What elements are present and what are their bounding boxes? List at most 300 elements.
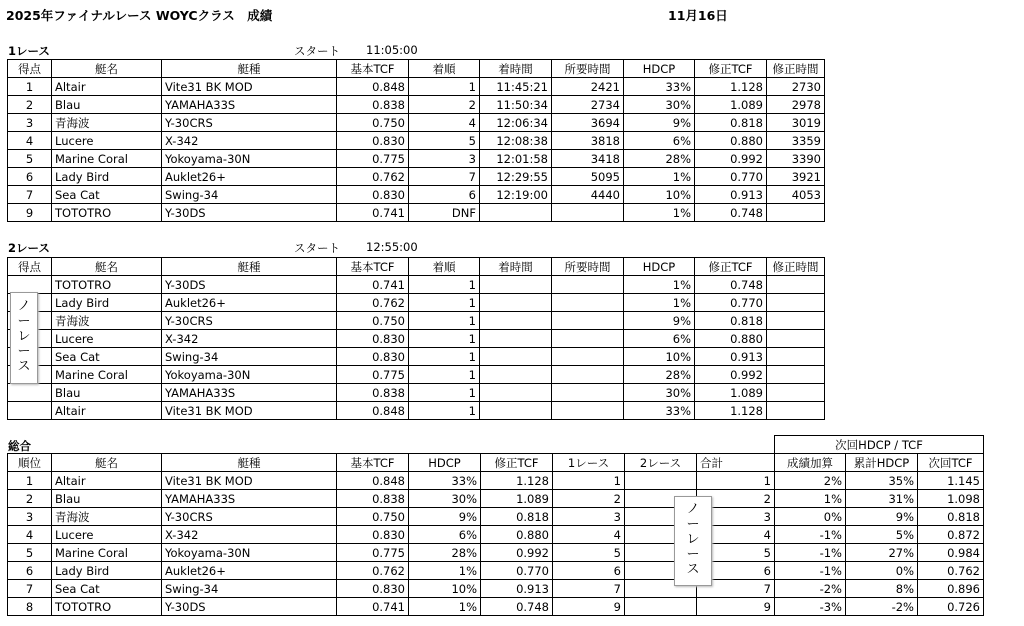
cell-finish-order: 5 [409,132,480,150]
cell-finish-order: 6 [409,186,480,204]
header-finish-order: 着順 [409,60,480,78]
cell-cumulative-hdcp: 0% [846,562,918,580]
cell-score: 6 [8,168,52,186]
cell-elapsed-time [552,402,624,420]
header-race1: 1レース [553,454,625,472]
cell-hdcp: 1% [624,276,695,294]
cell-finish-time [480,294,552,312]
header-elapsed-time: 所要時間 [552,258,624,276]
cell-corrected-time: 3390 [767,150,825,168]
cell-base-tcf: 0.848 [337,78,409,96]
header-boat-type: 艇種 [162,258,337,276]
cell-elapsed-time [552,204,624,222]
table-row [8,598,984,616]
cell-boat-name: TOTOTRO [52,598,162,616]
cell-finish-order: 4 [409,114,480,132]
cell-boat-type: Auklet26+ [162,168,337,186]
cell-next-tcf: 0.984 [918,544,984,562]
overall-table [7,435,984,616]
table-row [8,96,825,114]
cell-corrected-time: 3359 [767,132,825,150]
cell-hdcp: 6% [409,526,481,544]
cell-boat-type: Yokoyama-30N [162,366,337,384]
cell-base-tcf: 0.830 [337,330,409,348]
table-row [8,472,984,490]
cell-finish-order: 1 [409,366,480,384]
cell-boat-type: Yokoyama-30N [162,150,337,168]
cell-finish-time [480,366,552,384]
cell-base-tcf: 0.830 [337,526,409,544]
table-row [8,114,825,132]
race-date: 11月16日 [668,8,728,23]
table-row [8,294,825,312]
cell-corrected-tcf: 1.128 [695,402,767,420]
cell-corrected-tcf: 0.992 [695,150,767,168]
cell-finish-time: 12:29:55 [480,168,552,186]
cell-finish-time [480,348,552,366]
cell-boat-type: Y-30DS [162,598,337,616]
cell-elapsed-time [552,366,624,384]
cell-boat-type: Auklet26+ [162,562,337,580]
cell-rank: 2 [8,490,52,508]
header-total: 合計 [697,454,775,472]
header-row [8,454,984,472]
cell-corrected-tcf: 1.089 [695,384,767,402]
cell-finish-order: 1 [409,294,480,312]
cell-boat-name: Lucere [52,526,162,544]
cell-cumulative-hdcp: -2% [846,598,918,616]
cell-corrected-tcf: 0.818 [695,312,767,330]
cell-boat-type: Y-30CRS [162,312,337,330]
header-row [8,258,825,276]
cell-boat-name: 青海波 [52,114,162,132]
cell-elapsed-time [552,348,624,366]
header-race2: 2レース [625,454,697,472]
cell-finish-order: 1 [409,402,480,420]
header-elapsed-time: 所要時間 [552,60,624,78]
cell-hdcp: 6% [624,132,695,150]
cell-finish-time [480,402,552,420]
cell-score: 2 [8,96,52,114]
cell-finish-order: 1 [409,330,480,348]
cell-hdcp: 10% [624,186,695,204]
cell-corrected-time: 3019 [767,114,825,132]
cell-boat-name: Sea Cat [52,186,162,204]
cell-boat-type: Y-30DS [162,276,337,294]
cell-boat-name: Blau [52,490,162,508]
cell-boat-name: TOTOTRO [52,276,162,294]
cell-base-tcf: 0.762 [337,168,409,186]
cell-elapsed-time: 3818 [552,132,624,150]
cell-base-tcf: 0.830 [337,348,409,366]
cell-finish-order: 1 [409,78,480,96]
header-row [8,60,825,78]
cell-hdcp: 28% [624,366,695,384]
cell-boat-name: Blau [52,384,162,402]
cell-score-adj: 2% [775,472,846,490]
cell-base-tcf: 0.750 [337,312,409,330]
cell-elapsed-time [552,276,624,294]
header-boat-type: 艇種 [162,60,337,78]
cell-boat-type: Vite31 BK MOD [162,402,337,420]
race1-label: 1レース [8,44,50,58]
cell-base-tcf: 0.830 [337,186,409,204]
cell-boat-type: Swing-34 [162,580,337,598]
cell-boat-name: 青海波 [52,508,162,526]
cell-race1: 7 [553,580,625,598]
cell-boat-name: Lucere [52,132,162,150]
table-row [8,544,984,562]
race2-no-race-note: ノ ー レ ー ス [10,292,38,384]
cell-base-tcf: 0.775 [337,366,409,384]
cell-boat-type: Vite31 BK MOD [162,78,337,96]
cell-boat-type: Swing-34 [162,186,337,204]
cell-cumulative-hdcp: 8% [846,580,918,598]
header-corrected-time: 修正時間 [767,258,825,276]
cell-hdcp: 6% [624,330,695,348]
cell-next-tcf: 1.145 [918,472,984,490]
cell-boat-name: Altair [52,472,162,490]
table-row [8,330,825,348]
header-corrected-tcf: 修正TCF [695,60,767,78]
cell-boat-type: Y-30DS [162,204,337,222]
cell-corrected-time [767,402,825,420]
cell-corrected-tcf: 1.089 [481,490,553,508]
cell-hdcp: 30% [624,96,695,114]
cell-finish-time: 11:45:21 [480,78,552,96]
header-score: 得点 [8,60,52,78]
cell-boat-name: Blau [52,96,162,114]
cell-elapsed-time [552,330,624,348]
cell-race1: 5 [553,544,625,562]
cell-corrected-time [767,276,825,294]
cell-corrected-tcf: 0.880 [481,526,553,544]
cell-finish-order: 3 [409,150,480,168]
cell-finish-time: 12:19:00 [480,186,552,204]
cell-boat-type: YAMAHA33S [162,96,337,114]
cell-corrected-time: 2978 [767,96,825,114]
cell-hdcp: 1% [624,294,695,312]
cell-hdcp: 1% [624,204,695,222]
cell-boat-name: Marine Coral [52,366,162,384]
cell-boat-name: Altair [52,78,162,96]
table-row [8,78,825,96]
cell-hdcp: 28% [624,150,695,168]
cell-rank: 8 [8,598,52,616]
cell-corrected-tcf: 0.770 [481,562,553,580]
cell-total: 6 [697,562,775,580]
header-corrected-tcf: 修正TCF [481,454,553,472]
table-row [8,384,825,402]
cell-rank: 1 [8,472,52,490]
cell-hdcp: 1% [409,562,481,580]
cell-finish-time [480,204,552,222]
cell-hdcp: 30% [409,490,481,508]
cell-score: 7 [8,186,52,204]
cell-corrected-time [767,330,825,348]
cell-finish-time: 12:08:38 [480,132,552,150]
cell-boat-type: X-342 [162,526,337,544]
table-row [8,490,984,508]
cell-total: 3 [697,508,775,526]
cell-boat-type: YAMAHA33S [162,490,337,508]
cell-corrected-tcf: 1.128 [481,472,553,490]
table-row [8,580,984,598]
cell-base-tcf: 0.838 [337,384,409,402]
cell-finish-order: 1 [409,384,480,402]
cell-rank: 4 [8,526,52,544]
table-row [8,186,825,204]
table-row [8,526,984,544]
cell-base-tcf: 0.848 [337,472,409,490]
header-base-tcf: 基本TCF [337,454,409,472]
cell-finish-order: 2 [409,96,480,114]
race2-label: 2レース [8,241,50,255]
cell-base-tcf: 0.741 [337,598,409,616]
cell-score [8,384,52,402]
cell-corrected-tcf: 0.770 [695,294,767,312]
cell-base-tcf: 0.838 [337,490,409,508]
cell-score: 5 [8,150,52,168]
cell-hdcp: 33% [624,78,695,96]
cell-hdcp: 10% [409,580,481,598]
cell-score: 4 [8,132,52,150]
cell-finish-time: 12:06:34 [480,114,552,132]
header-next-tcf: 次回TCF [918,454,984,472]
cell-boat-type: Auklet26+ [162,294,337,312]
cell-finish-order: 1 [409,276,480,294]
cell-elapsed-time [552,294,624,312]
cell-boat-type: X-342 [162,330,337,348]
cell-boat-type: Swing-34 [162,348,337,366]
cell-corrected-time: 2730 [767,78,825,96]
cell-total: 2 [697,490,775,508]
cell-race1: 1 [553,472,625,490]
cell-finish-time [480,276,552,294]
cell-hdcp: 33% [624,402,695,420]
cell-cumulative-hdcp: 27% [846,544,918,562]
header-base-tcf: 基本TCF [337,258,409,276]
cell-base-tcf: 0.775 [337,150,409,168]
cell-score-adj: 0% [775,508,846,526]
cell-total: 4 [697,526,775,544]
cell-corrected-time [767,348,825,366]
cell-base-tcf: 0.762 [337,294,409,312]
cell-base-tcf: 0.762 [337,562,409,580]
table-row [8,562,984,580]
cell-elapsed-time: 3418 [552,150,624,168]
cell-boat-type: Vite31 BK MOD [162,472,337,490]
header-corrected-tcf: 修正TCF [695,258,767,276]
cell-hdcp: 1% [624,168,695,186]
cell-base-tcf: 0.741 [337,276,409,294]
cell-base-tcf: 0.838 [337,96,409,114]
cell-corrected-time [767,312,825,330]
cell-base-tcf: 0.750 [337,114,409,132]
cell-corrected-tcf: 0.818 [695,114,767,132]
cell-corrected-tcf: 0.880 [695,132,767,150]
cell-boat-type: X-342 [162,132,337,150]
cell-finish-order: 7 [409,168,480,186]
cell-race1: 3 [553,508,625,526]
cell-base-tcf: 0.830 [337,580,409,598]
cell-corrected-time [767,204,825,222]
cell-race1: 9 [553,598,625,616]
cell-finish-order: 1 [409,312,480,330]
cell-race2 [625,598,697,616]
cell-boat-name: Lady Bird [52,294,162,312]
cell-next-tcf: 1.098 [918,490,984,508]
cell-boat-name: Sea Cat [52,348,162,366]
cell-corrected-tcf: 0.748 [695,276,767,294]
header-base-tcf: 基本TCF [337,60,409,78]
cell-corrected-tcf: 0.913 [695,186,767,204]
cell-elapsed-time: 2734 [552,96,624,114]
cell-finish-time [480,330,552,348]
cell-rank: 7 [8,580,52,598]
table-row [8,276,825,294]
table-row [8,312,825,330]
cell-corrected-time [767,384,825,402]
cell-next-tcf: 0.872 [918,526,984,544]
header-hdcp: HDCP [624,60,695,78]
cell-rank: 5 [8,544,52,562]
cell-finish-order: 1 [409,348,480,366]
cell-total: 1 [697,472,775,490]
cell-corrected-tcf: 1.128 [695,78,767,96]
cell-boat-type: YAMAHA33S [162,384,337,402]
cell-corrected-tcf: 0.913 [695,348,767,366]
cell-corrected-tcf: 0.913 [481,580,553,598]
cell-boat-name: Marine Coral [52,544,162,562]
cell-elapsed-time [552,312,624,330]
race2-start-time: 12:55:00 [366,240,418,254]
cell-race2 [625,472,697,490]
cell-total: 9 [697,598,775,616]
cell-elapsed-time: 2421 [552,78,624,96]
cell-hdcp: 30% [624,384,695,402]
header-score: 得点 [8,258,52,276]
header-finish-time: 着時間 [480,258,552,276]
cell-corrected-tcf: 0.992 [695,366,767,384]
cell-race1: 6 [553,562,625,580]
cell-boat-name: Lucere [52,330,162,348]
group-header-row [8,436,984,454]
cell-corrected-tcf: 0.770 [695,168,767,186]
cell-hdcp: 1% [409,598,481,616]
cell-hdcp: 9% [409,508,481,526]
cell-hdcp: 9% [624,114,695,132]
cell-base-tcf: 0.750 [337,508,409,526]
cell-corrected-tcf: 0.992 [481,544,553,562]
overall-label: 総合 [8,439,31,453]
race1-table [7,59,825,222]
cell-score-adj: -1% [775,526,846,544]
cell-total: 5 [697,544,775,562]
cell-finish-time [480,384,552,402]
cell-hdcp: 9% [624,312,695,330]
next-hdcp-tcf-group-header: 次回HDCP / TCF [775,436,984,454]
cell-finish-time: 11:50:34 [480,96,552,114]
cell-hdcp: 10% [624,348,695,366]
cell-score-adj: -1% [775,544,846,562]
cell-race1: 2 [553,490,625,508]
cell-corrected-time [767,366,825,384]
cell-base-tcf: 0.741 [337,204,409,222]
header-finish-order: 着順 [409,258,480,276]
cell-total: 7 [697,580,775,598]
overall-no-race-note: ノ ー レ ー ス [674,496,712,586]
cell-score-adj: -3% [775,598,846,616]
cell-boat-name: Lady Bird [52,168,162,186]
cell-boat-type: Y-30CRS [162,508,337,526]
cell-score: 3 [8,114,52,132]
table-row [8,168,825,186]
cell-finish-time: 12:01:58 [480,150,552,168]
cell-next-tcf: 0.726 [918,598,984,616]
table-row [8,132,825,150]
cell-boat-name: Marine Coral [52,150,162,168]
cell-corrected-tcf: 0.748 [481,598,553,616]
cell-elapsed-time: 5095 [552,168,624,186]
race2-start-label: スタート [294,241,340,255]
header-boat-name: 艇名 [52,258,162,276]
race1-start-label: スタート [294,44,340,58]
header-corrected-time: 修正時間 [767,60,825,78]
page-title: 2025年ファイナルレース WOYCクラス 成績 [6,8,273,23]
cell-score [8,402,52,420]
cell-boat-name: 青海波 [52,312,162,330]
cell-base-tcf: 0.830 [337,132,409,150]
race2-table [7,257,825,420]
cell-score-adj: -1% [775,562,846,580]
cell-cumulative-hdcp: 9% [846,508,918,526]
cell-next-tcf: 0.762 [918,562,984,580]
cell-cumulative-hdcp: 35% [846,472,918,490]
cell-boat-name: Altair [52,402,162,420]
cell-score: 1 [8,78,52,96]
cell-corrected-tcf: 0.818 [481,508,553,526]
header-cumulative-hdcp: 累計HDCP [846,454,918,472]
header-boat-type: 艇種 [162,454,337,472]
cell-corrected-tcf: 0.748 [695,204,767,222]
table-row [8,150,825,168]
table-row [8,402,825,420]
header-hdcp: HDCP [409,454,481,472]
cell-elapsed-time: 4440 [552,186,624,204]
cell-elapsed-time [552,384,624,402]
header-rank: 順位 [8,454,52,472]
cell-finish-order: DNF [409,204,480,222]
header-hdcp: HDCP [624,258,695,276]
header-boat-name: 艇名 [52,454,162,472]
cell-score [8,276,52,294]
cell-boat-name: Lady Bird [52,562,162,580]
cell-corrected-tcf: 0.880 [695,330,767,348]
cell-cumulative-hdcp: 31% [846,490,918,508]
table-row [8,366,825,384]
header-score-adj: 成績加算 [775,454,846,472]
cell-cumulative-hdcp: 5% [846,526,918,544]
table-row [8,508,984,526]
cell-corrected-time [767,294,825,312]
cell-race1: 4 [553,526,625,544]
cell-base-tcf: 0.775 [337,544,409,562]
cell-score-adj: 1% [775,490,846,508]
cell-rank: 6 [8,562,52,580]
cell-next-tcf: 0.818 [918,508,984,526]
cell-finish-time [480,312,552,330]
